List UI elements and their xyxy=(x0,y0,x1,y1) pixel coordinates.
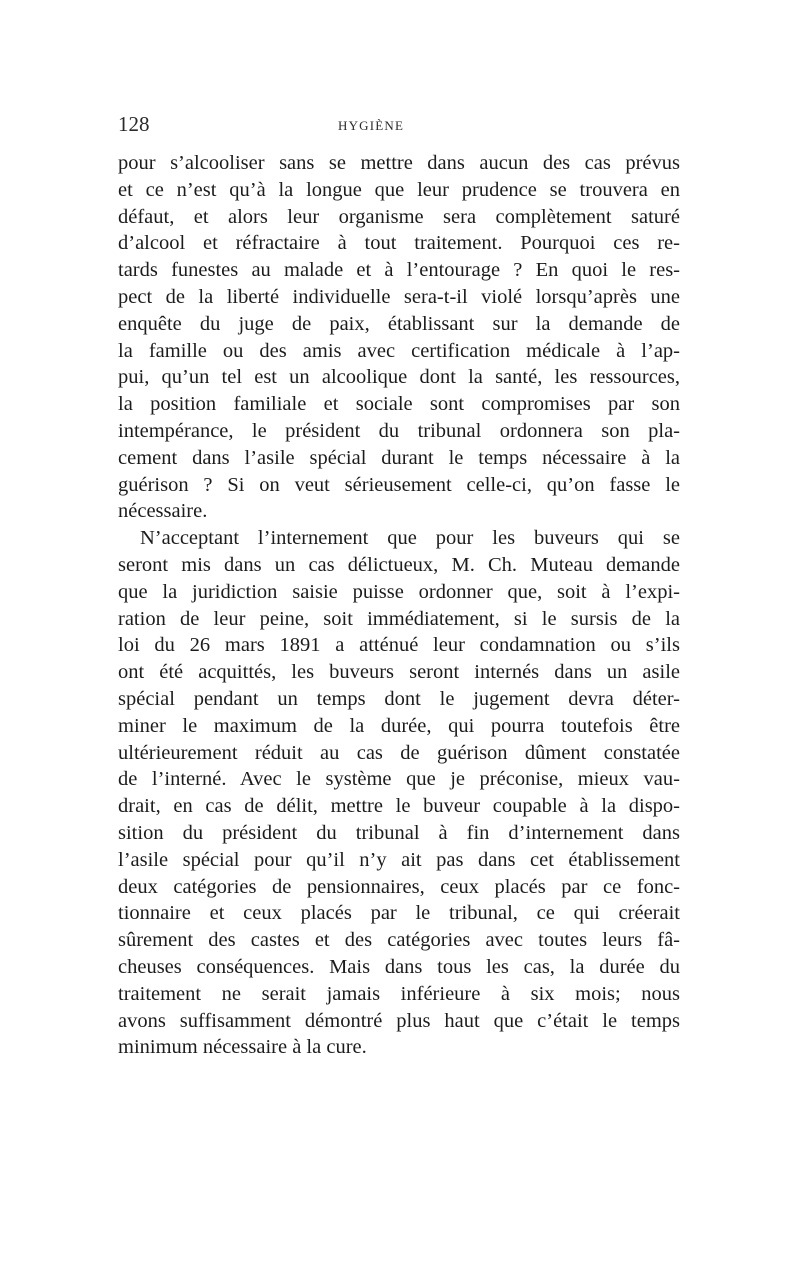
text-line: avons suffisamment démontré plus haut que c’était le temps xyxy=(118,1009,680,1032)
text-line: cheuses conséquences. Mais dans tous les cas, la durée du xyxy=(118,955,680,978)
text-line: que la juridiction saisie puisse ordonner que, soit à l’expi- xyxy=(118,580,680,603)
text-line: sûrement des castes et des catégories avec toutes leurs fâ- xyxy=(118,929,680,952)
text-line: miner le maximum de la durée, qui pourra toutefois être xyxy=(118,714,680,737)
text-line: loi du 26 mars 1891 a atténué leur condamnation ou s’ils xyxy=(118,634,680,657)
text-line: pour s’alcooliser sans se mettre dans aucun des cas prévus xyxy=(118,152,680,174)
text-line: intempérance, le président du tribunal ordonnera son pla- xyxy=(118,419,680,442)
text-line: tionnaire et ceux placés par le tribunal, ce qui créerait xyxy=(118,902,680,925)
text-line: d’alcool et réfractaire à tout traitement. Pourquoi ces re- xyxy=(118,232,680,255)
running-title: HYGIÈNE xyxy=(338,118,405,133)
text-line: seront mis dans un cas délictueux, M. Ch. Muteau demande xyxy=(118,553,680,576)
text-line: ration de leur peine, soit immédiatement, si le sursis de la xyxy=(118,607,680,630)
body-text xyxy=(118,150,680,1061)
text-line-paragraph-end: minimum nécessaire à la cure. xyxy=(118,1036,367,1059)
text-line: spécial pendant un temps dont le jugement devra déter- xyxy=(118,687,680,710)
text-line: la famille ou des amis avec certification médicale à l’ap- xyxy=(118,339,680,362)
text-line: la position familiale et sociale sont compromises par son xyxy=(118,393,680,416)
text-line: cement dans l’asile spécial durant le temps nécessaire à la xyxy=(118,446,680,469)
text-line-paragraph-end: nécessaire. xyxy=(118,500,208,523)
text-line: enquête du juge de paix, établissant sur la demande de xyxy=(118,312,680,335)
text-line: l’asile spécial pour qu’il n’y ait pas dans cet établissement xyxy=(118,848,680,871)
text-line: guérison ? Si on veut sérieusement celle-ci, qu’on fasse le xyxy=(118,473,680,496)
text-line: traitement ne serait jamais inférieure à six mois; nous xyxy=(118,982,680,1005)
text-line: deux catégories de pensionnaires, ceux placés par ce fonc- xyxy=(118,875,680,898)
text-line: pect de la liberté individuelle sera-t-il violé lorsqu’après une xyxy=(118,285,680,308)
text-line: drait, en cas de délit, mettre le buveur coupable à la dispo- xyxy=(118,795,680,818)
page-number: 128 xyxy=(118,112,150,136)
text-line: de l’interné. Avec le système que je préconise, mieux vau- xyxy=(118,768,680,791)
text-line: ultérieurement réduit au cas de guérison dûment constatée xyxy=(118,741,680,764)
text-line: défaut, et alors leur organisme sera complètement saturé xyxy=(118,205,680,228)
text-line: pui, qu’un tel est un alcoolique dont la santé, les ressources, xyxy=(118,366,680,389)
page-header xyxy=(118,112,680,142)
text-line-paragraph-start: N’acceptant l’internement que pour les buveurs qui se xyxy=(140,527,680,550)
text-line: tards funestes au malade et à l’entourage ? En quoi le res- xyxy=(118,259,680,282)
text-line: et ce n’est qu’à la longue que leur prudence se trouvera en xyxy=(118,178,680,201)
text-line: ont été acquittés, les buveurs seront internés dans un asile xyxy=(118,661,680,684)
text-line: sition du président du tribunal à fin d’internement dans xyxy=(118,821,680,844)
